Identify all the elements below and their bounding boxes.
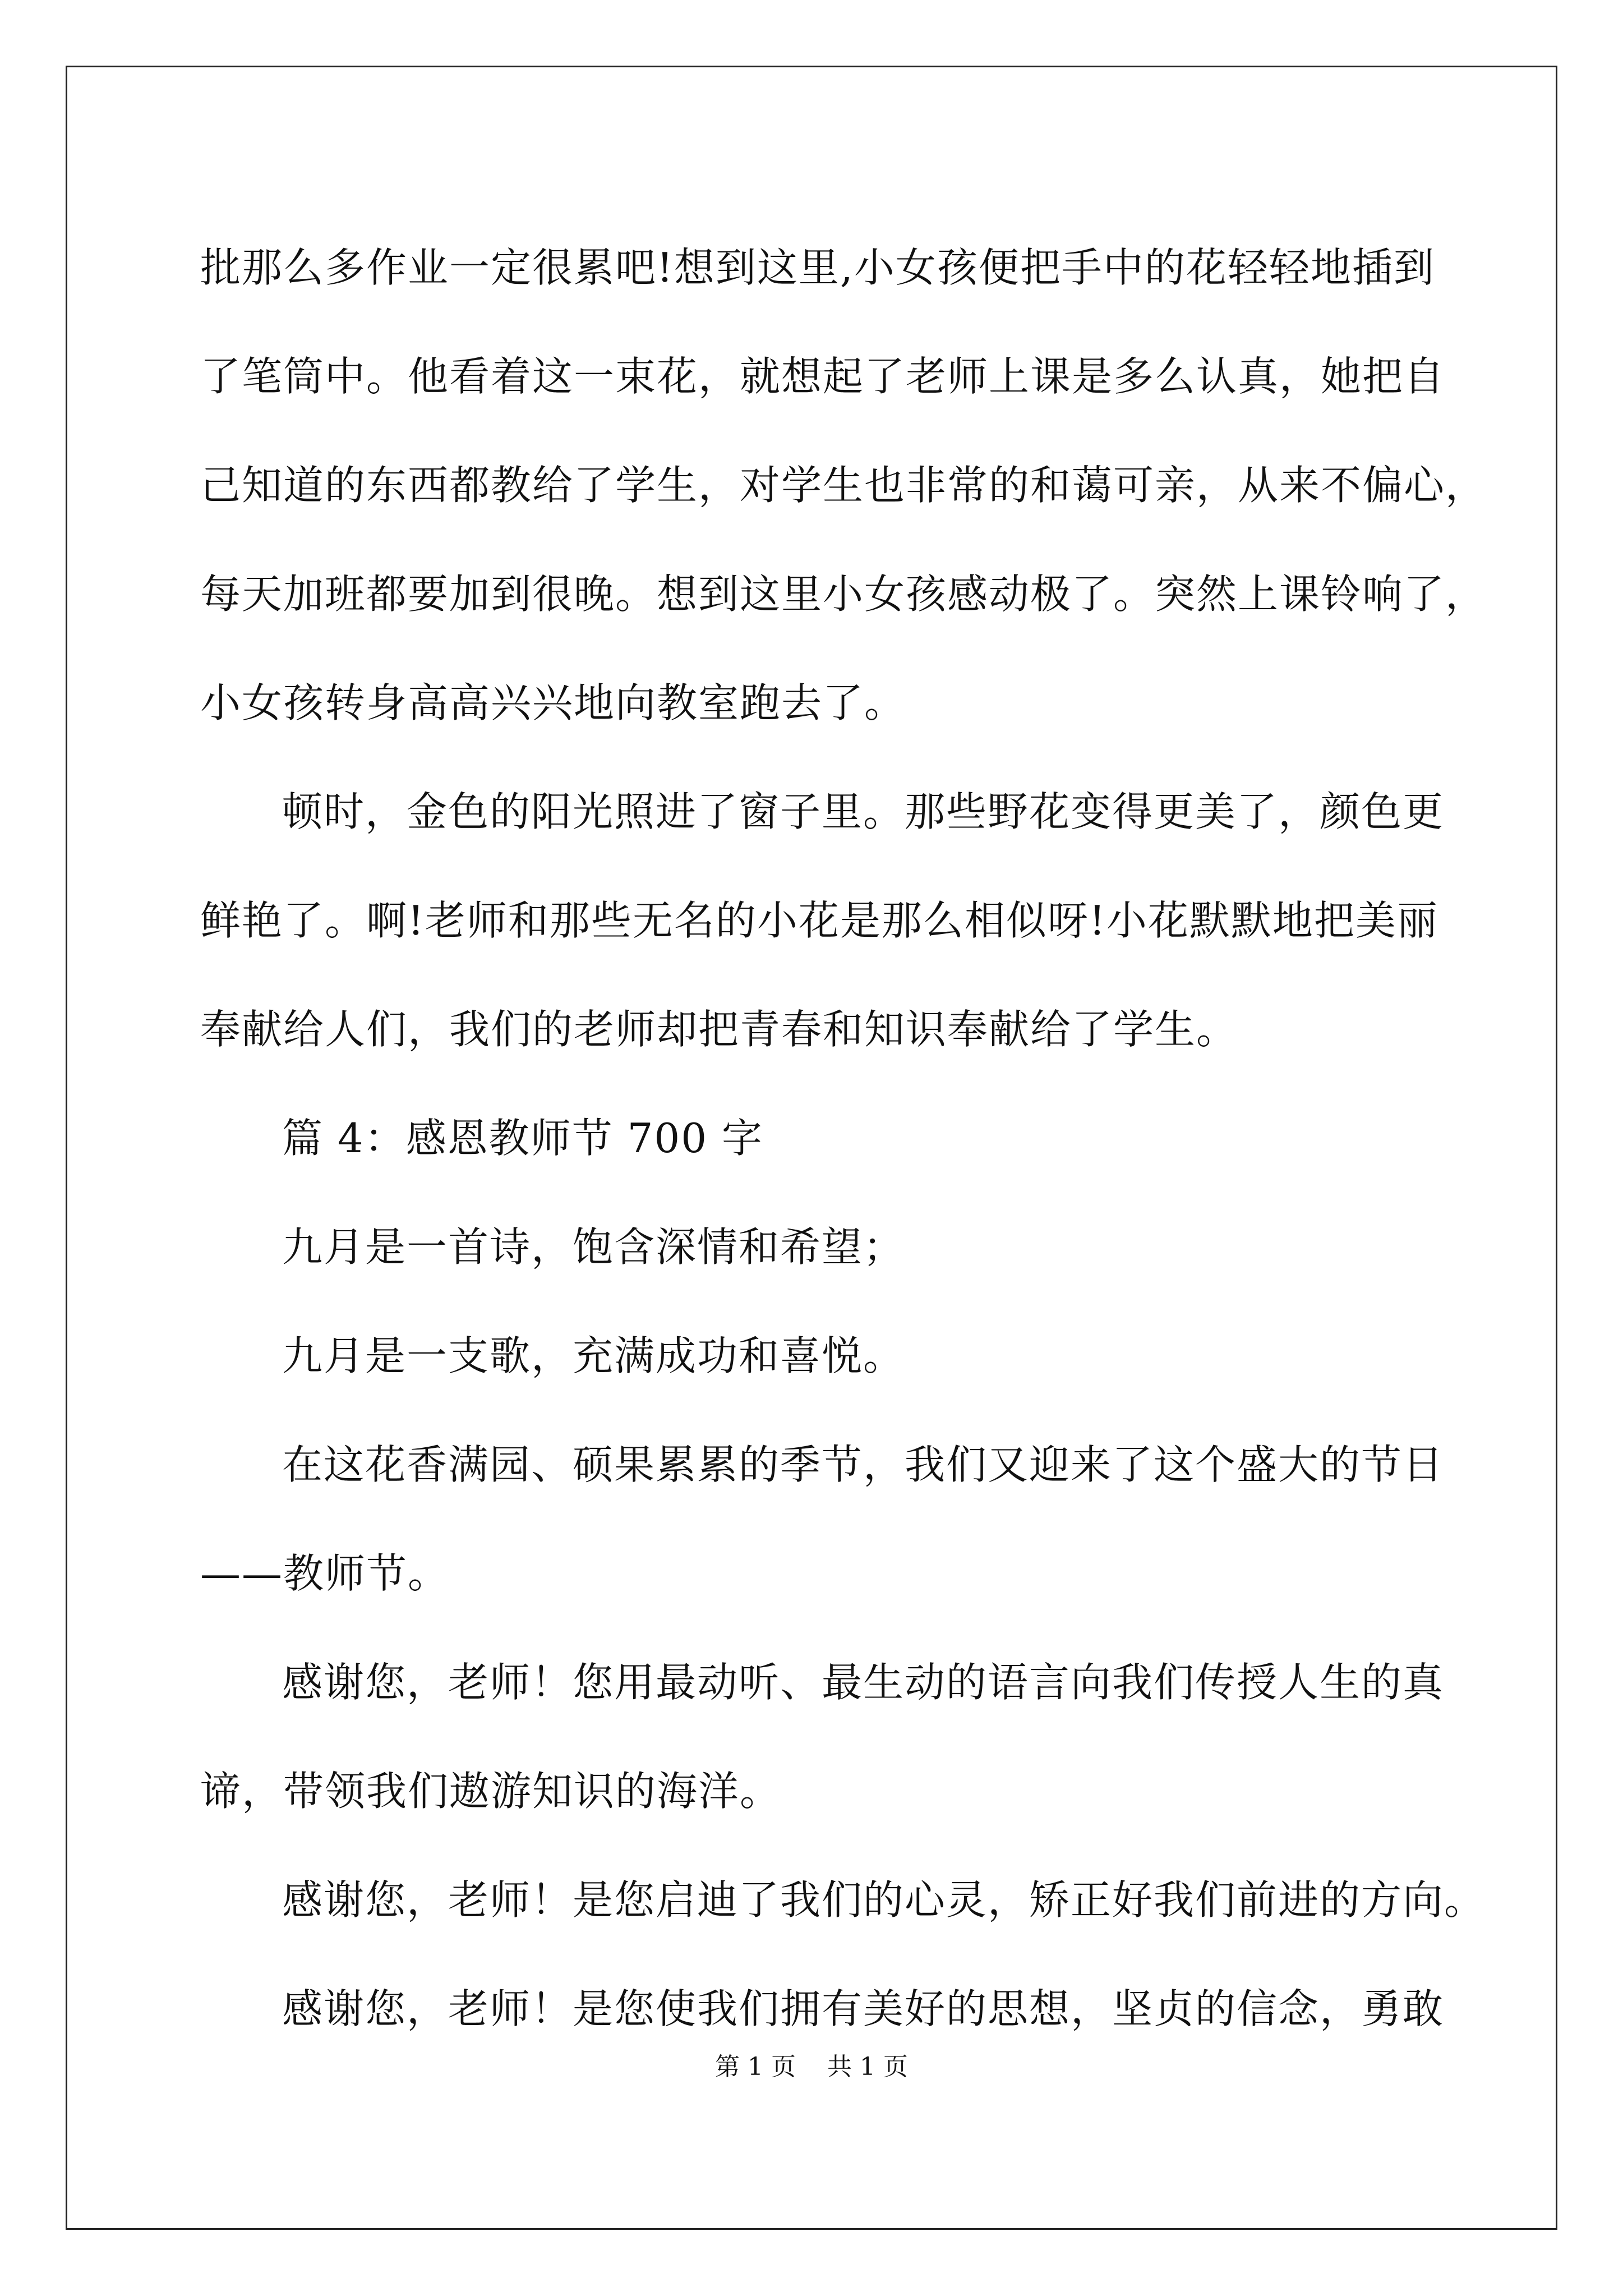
paragraph: [200, 1301, 1428, 1410]
paragraph: [200, 1193, 1428, 1301]
paragraph: [200, 1846, 1486, 1954]
text-line: 感谢您，老师！您用最动听、最生动的语言向我们传授人生的真: [282, 1659, 1445, 1706]
text-line: 感谢您，老师！是您使我们拥有美好的思想，坚贞的信念，勇敢: [282, 1985, 1445, 2032]
heading-line: 篇 4：感恩教师节 700 字: [282, 1115, 763, 1162]
text-line: 奉献给人们，我们的老师却把青春和知识奉献给了学生。: [200, 1006, 1238, 1053]
text-line: 每天加班都要加到很晚。想到这里小女孩感动极了。突然上课铃响了，: [200, 570, 1487, 618]
text-line: ——教师节。: [200, 1550, 450, 1597]
section-heading: [200, 1084, 1428, 1193]
text-line: 顿时，金色的阳光照进了窗子里。那些野花变得更美了，颜色更: [282, 788, 1445, 835]
text-line: 在这花香满园、硕果累累的季节，我们又迎来了这个盛大的节日: [282, 1441, 1445, 1488]
paragraph: [200, 213, 1487, 757]
text-line: 小女孩转身高高兴兴地向教室跑去了。: [200, 679, 906, 726]
page-footer: 第 1 页 共 1 页: [715, 2053, 908, 2081]
paragraph: [200, 1954, 1445, 2063]
text-line: 感谢您，老师！是您启迪了我们的心灵，矫正好我们前进的方向。: [282, 1876, 1486, 1924]
text-line: 批那么多作业一定很累吧!想到这里,小女孩便把手中的花轻轻地插到: [200, 244, 1435, 291]
text-line: 了笔筒中。他看着这一束花，就想起了老师上课是多么认真，她把自: [200, 353, 1446, 400]
text-line: 九月是一支歌，充满成功和喜悦。: [282, 1332, 905, 1379]
paragraph: [200, 1410, 1445, 1628]
text-line: 九月是一首诗，饱含深情和希望；: [282, 1223, 905, 1271]
text-line: 己知道的东西都教给了学生，对学生也非常的和蔼可亲，从来不偏心，: [200, 462, 1487, 509]
text-line: 鲜艳了。啊!老师和那些无名的小花是那么相似呀!小花默默地把美丽: [200, 897, 1438, 944]
paragraph: [200, 757, 1445, 1084]
paragraph: [200, 1628, 1445, 1846]
text-line: 谛，带领我们遨游知识的海洋。: [200, 1768, 782, 1815]
document-body: [200, 213, 1487, 2063]
